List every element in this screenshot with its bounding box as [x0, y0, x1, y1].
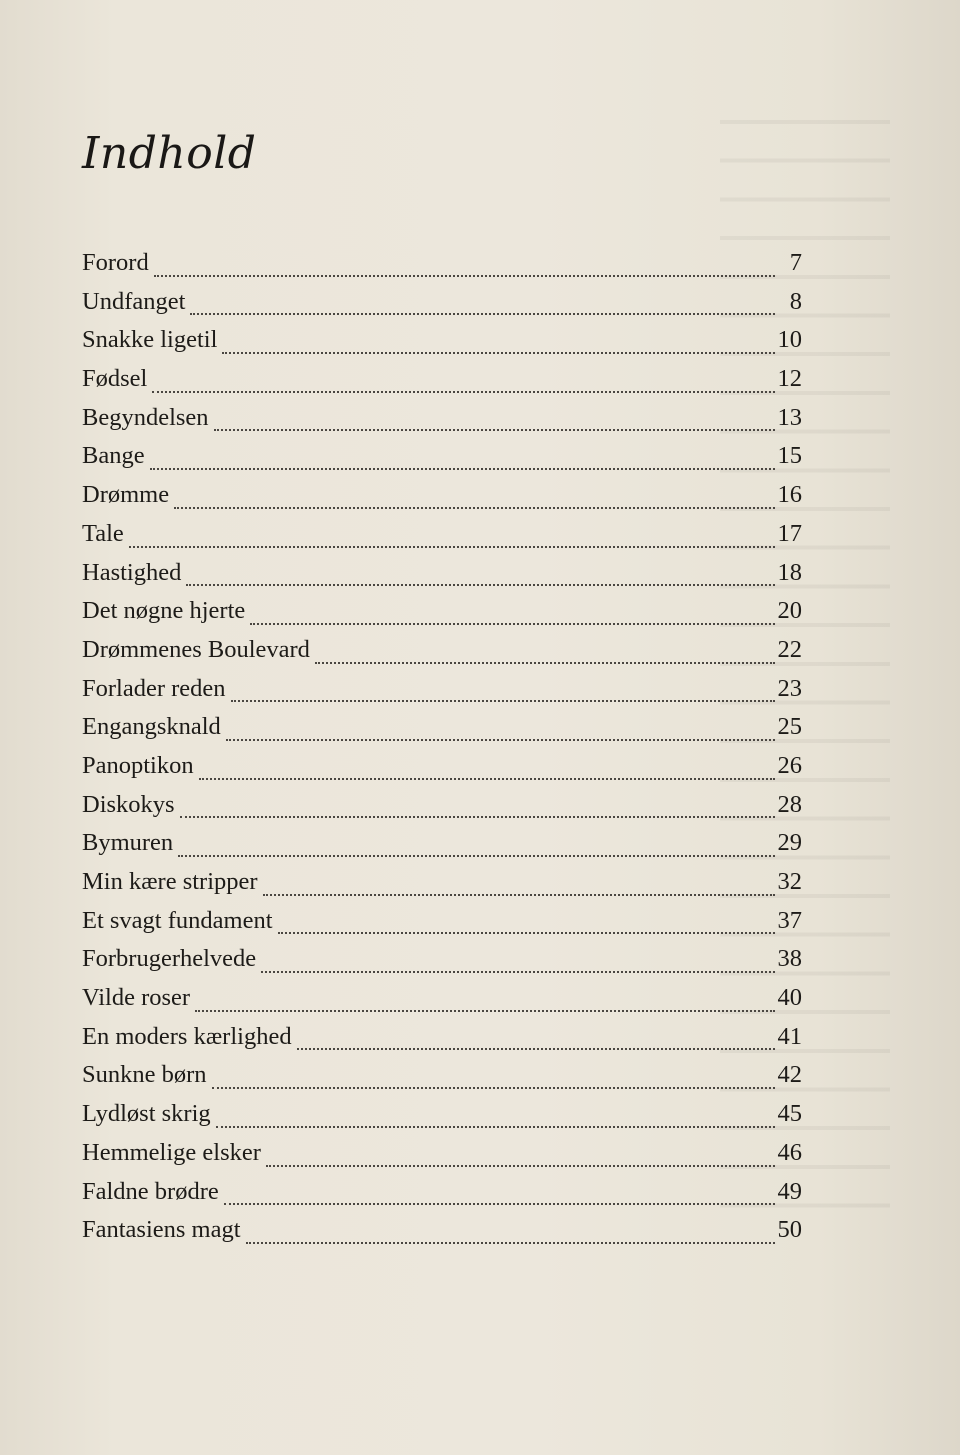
toc-entry-label: Drømme	[82, 481, 170, 509]
toc-entry-page-number: 26	[777, 751, 802, 779]
dot-leader	[129, 546, 775, 548]
toc-entry-page-number: 41	[777, 1022, 802, 1050]
toc-entry-label: Engangsknald	[82, 713, 221, 741]
toc-entry-label: Bange	[82, 442, 145, 470]
toc-entry-page-number: 7	[789, 249, 802, 276]
dot-leader	[216, 1126, 775, 1128]
dot-leader	[224, 1203, 775, 1205]
dot-leader	[315, 662, 775, 664]
toc-entry-label: Forord	[82, 249, 149, 276]
toc-entry	[82, 631, 802, 670]
toc-entry-page-number: 20	[777, 597, 802, 625]
toc-entry	[82, 554, 802, 593]
toc-entry	[82, 670, 802, 709]
toc-entry-label: Panoptikon	[82, 751, 194, 779]
toc-entry-page-number: 38	[777, 945, 802, 973]
toc-entry-page-number: 23	[777, 674, 802, 702]
dot-leader	[231, 700, 775, 702]
dot-leader	[278, 932, 775, 934]
toc-entry	[82, 244, 802, 283]
toc-entry-label: Sunkne børn	[82, 1061, 207, 1089]
dot-leader	[297, 1048, 775, 1050]
dot-leader	[180, 816, 775, 818]
dot-leader	[263, 894, 775, 896]
toc-entry-label: Hemmelige elsker	[82, 1138, 261, 1166]
toc-entry	[82, 979, 802, 1018]
toc-entry-page-number: 15	[777, 442, 802, 470]
toc-entry-label: Diskokys	[82, 790, 175, 818]
toc-entry-label: Forbrugerhelvede	[82, 945, 257, 973]
toc-entry-page-number: 28	[777, 790, 802, 818]
toc-entry-label: Min kære stripper	[82, 868, 258, 895]
toc-entry-label: Det nøgne hjerte	[82, 597, 246, 625]
dot-leader	[250, 623, 774, 625]
toc-entry-page-number: 32	[777, 868, 802, 895]
dot-leader	[150, 468, 775, 470]
toc-entry-page-number: 13	[777, 403, 802, 431]
toc-entry	[82, 1095, 802, 1134]
toc-entry	[82, 399, 802, 438]
dot-leader	[261, 971, 774, 973]
dot-leader	[222, 352, 774, 354]
toc-entry-label: Tale	[82, 519, 124, 547]
toc-entry	[82, 437, 802, 476]
dot-leader	[190, 313, 775, 315]
dot-leader	[152, 391, 774, 393]
toc-entry-page-number: 12	[777, 365, 802, 393]
toc-entry	[82, 708, 802, 747]
toc-entry-page-number: 16	[777, 481, 802, 509]
toc-entry-page-number: 25	[777, 713, 802, 741]
dot-leader	[195, 1010, 774, 1012]
dot-leader	[186, 584, 774, 586]
toc-entry-label: Fødsel	[82, 365, 148, 393]
toc-entry-label: Vilde roser	[82, 984, 191, 1012]
toc-entry	[82, 476, 802, 515]
toc-entry	[82, 902, 802, 941]
toc-entry-label: Forlader reden	[82, 674, 226, 702]
toc-entry	[82, 1211, 802, 1250]
toc-entry	[82, 1018, 802, 1057]
toc-entry-page-number: 45	[777, 1100, 802, 1128]
toc-entry	[82, 940, 802, 979]
toc-entry	[82, 747, 802, 786]
dot-leader	[246, 1242, 775, 1244]
toc-entry-label: Drømmenes Boulevard	[82, 635, 310, 663]
toc-entry-page-number: 40	[777, 984, 802, 1012]
toc-entry-page-number: 22	[777, 635, 802, 663]
toc-entry	[82, 283, 802, 322]
toc-entry	[82, 786, 802, 825]
toc-entry-label: Et svagt fundament	[82, 906, 273, 934]
dot-leader	[178, 855, 774, 857]
toc-entry-label: Faldne brødre	[82, 1177, 219, 1205]
dot-leader	[154, 275, 775, 277]
toc-entry-page-number: 37	[777, 906, 802, 934]
toc-entry-page-number: 17	[777, 519, 802, 547]
dot-leader	[214, 429, 775, 431]
toc-entry-label: Bymuren	[82, 829, 174, 857]
toc-entry	[82, 1173, 802, 1212]
toc-entry-label: Snakke ligetil	[82, 326, 218, 354]
toc-entry	[82, 360, 802, 399]
toc-entry-label: Lydløst skrig	[82, 1100, 211, 1128]
toc-entry-label: Fantasiens magt	[82, 1216, 241, 1244]
dot-leader	[266, 1165, 775, 1167]
page-title: Indhold	[82, 128, 257, 179]
toc-entry-page-number: 10	[777, 326, 802, 354]
toc-entry	[82, 321, 802, 360]
toc-entry	[82, 515, 802, 554]
toc-entry	[82, 1056, 802, 1095]
toc-entry-page-number: 46	[777, 1138, 802, 1166]
toc-entry-label: Hastighed	[82, 558, 182, 586]
toc-entry-page-number: 50	[777, 1216, 802, 1244]
dot-leader	[199, 778, 775, 780]
toc-entry-page-number: 8	[789, 287, 802, 315]
toc-entry	[82, 1134, 802, 1173]
toc-entry-page-number: 42	[777, 1061, 802, 1089]
dot-leader	[212, 1087, 775, 1089]
toc-entry-label: Begyndelsen	[82, 403, 209, 431]
toc-entry	[82, 824, 802, 863]
toc-entry	[82, 592, 802, 631]
toc-entry-label: Undfanget	[82, 287, 186, 315]
toc-entry-page-number: 18	[777, 558, 802, 586]
toc-entry	[82, 863, 802, 902]
dot-leader	[226, 739, 775, 741]
table-of-contents	[82, 244, 802, 1250]
toc-entry-page-number: 29	[777, 829, 802, 857]
toc-entry-page-number: 49	[777, 1177, 802, 1205]
toc-entry-label: En moders kærlighed	[82, 1022, 292, 1050]
dot-leader	[174, 507, 774, 509]
